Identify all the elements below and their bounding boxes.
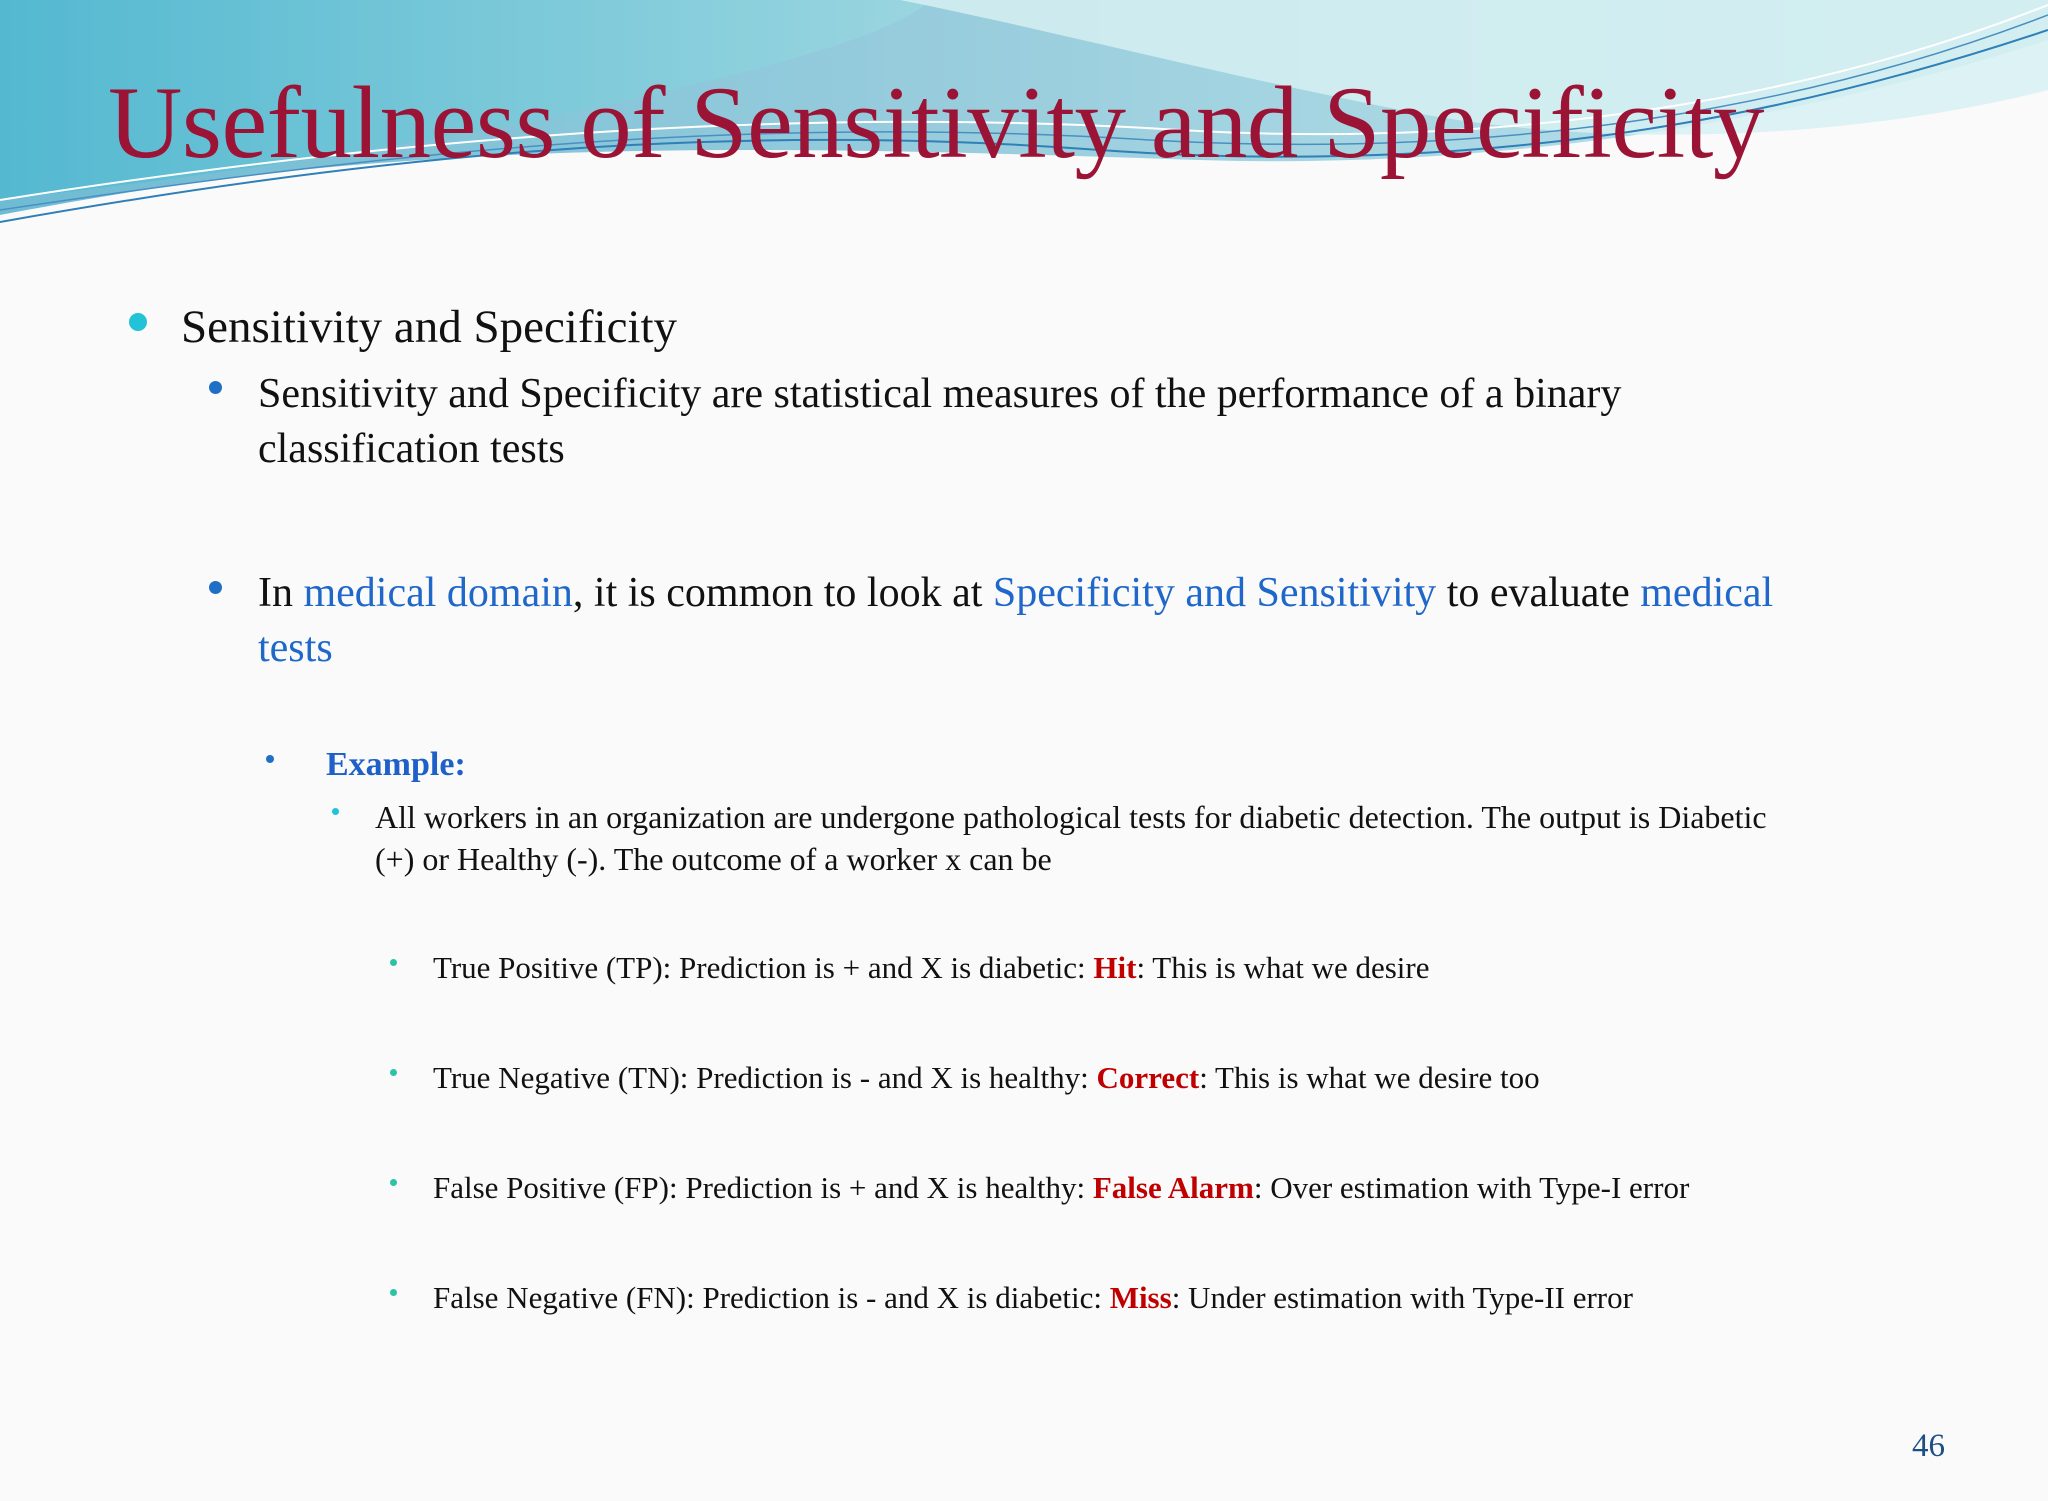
bullet-dot bbox=[390, 1289, 397, 1296]
example-label: Example: bbox=[326, 746, 466, 783]
outcome-suffix: : Under estimation with Type-II error bbox=[1171, 1280, 1633, 1315]
bullet-dot bbox=[209, 381, 222, 394]
outcome-prefix: True Positive (TP): Prediction is + and X is diabetic: bbox=[433, 950, 1094, 985]
outcome-suffix: : This is what we desire bbox=[1136, 950, 1430, 985]
outcome-keyword: Miss bbox=[1109, 1280, 1172, 1315]
outcome-tp bbox=[433, 952, 1430, 983]
bullet-dot bbox=[390, 1179, 397, 1186]
bullet-dot bbox=[390, 1069, 397, 1076]
slide-title: Usefulness of Sensitivity and Specificity bbox=[108, 66, 1764, 180]
outcome-tn bbox=[433, 1062, 1540, 1093]
outcome-prefix: True Negative (TN): Prediction is - and X is healthy: bbox=[433, 1060, 1097, 1095]
bullet-dot bbox=[129, 313, 147, 331]
outcome-suffix: : This is what we desire too bbox=[1199, 1060, 1540, 1095]
outcome-prefix: False Negative (FN): Prediction is - and X is diabetic: bbox=[433, 1280, 1110, 1315]
outcome-prefix: False Positive (FP): Prediction is + and X is healthy: bbox=[433, 1170, 1093, 1205]
spec-sens-highlight: Specificity and Sensitivity bbox=[992, 570, 1437, 616]
medical-highlight: medical bbox=[1640, 570, 1774, 616]
bullet-dot bbox=[209, 581, 222, 594]
medical-text: , it is common to look at bbox=[572, 570, 993, 616]
outcome-keyword: Correct bbox=[1096, 1060, 1200, 1095]
page-number: 46 bbox=[1912, 1428, 1945, 1464]
bullet-dot bbox=[266, 755, 274, 763]
definition-line-1: Sensitivity and Specificity are statistical measures of the performance of a binary bbox=[258, 371, 1622, 417]
medical-domain-line-1 bbox=[258, 566, 1773, 621]
medical-tests-highlight: tests bbox=[258, 625, 333, 671]
example-desc-line-2: (+) or Healthy (-). The outcome of a worker x can be bbox=[375, 841, 1052, 877]
medical-text: In bbox=[258, 570, 304, 616]
bullet-heading: Sensitivity and Specificity bbox=[181, 301, 678, 353]
bullet-dot bbox=[332, 808, 339, 815]
example-desc-line-1: All workers in an organization are undergone pathological tests for diabetic detection. The output is Diabetic bbox=[375, 799, 1767, 835]
outcome-suffix: : Over estimation with Type-I error bbox=[1253, 1170, 1690, 1205]
outcome-fp bbox=[433, 1172, 1689, 1203]
outcome-fn bbox=[433, 1282, 1633, 1313]
bullet-dot bbox=[390, 959, 397, 966]
medical-domain-highlight: medical domain bbox=[303, 570, 573, 616]
outcome-keyword: Hit bbox=[1093, 950, 1137, 985]
outcome-keyword: False Alarm bbox=[1092, 1170, 1254, 1205]
definition-line-2: classification tests bbox=[258, 426, 565, 472]
medical-text: to evaluate bbox=[1436, 570, 1641, 616]
